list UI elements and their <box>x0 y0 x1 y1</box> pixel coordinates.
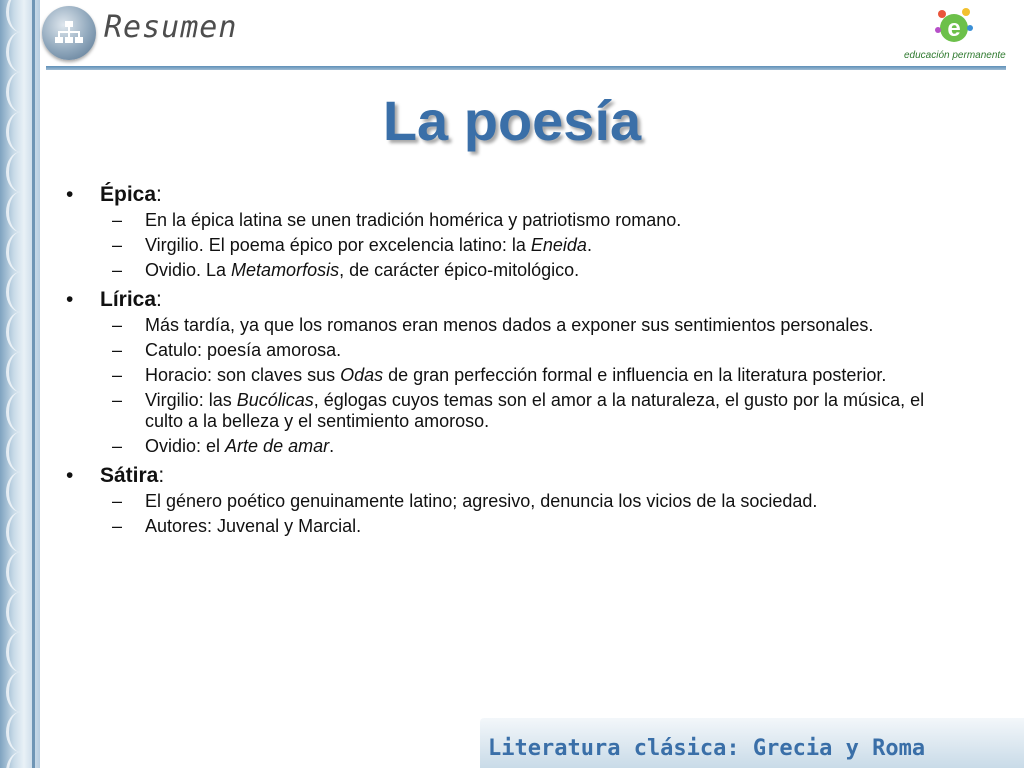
header-divider <box>46 66 1006 70</box>
brand-text: educación permanente <box>904 50 1006 61</box>
italic-title: Odas <box>340 365 384 385</box>
border-wave <box>6 672 35 712</box>
list-item <box>60 390 960 432</box>
item-text: Virgilio: las <box>145 390 237 410</box>
border-wave <box>6 0 35 32</box>
dash-icon: – <box>112 365 123 385</box>
bullet-icon: • <box>66 288 74 311</box>
dash-icon: – <box>112 235 123 255</box>
border-wave <box>6 272 35 312</box>
item-text: Horacio: son claves sus <box>145 365 341 385</box>
section-heading-text: Épica <box>100 183 157 206</box>
border-wave <box>6 592 35 632</box>
item-text: Más tardía, ya que los romanos eran menos dados a exponer sus sentimientos personales. <box>145 315 874 335</box>
dash-icon: – <box>112 390 123 410</box>
border-wave <box>6 632 35 672</box>
border-wave <box>6 752 35 768</box>
dash-icon: – <box>112 315 123 335</box>
list-item <box>60 491 960 512</box>
border-wave <box>6 312 35 352</box>
list-item <box>60 516 960 537</box>
bullet-icon: • <box>66 183 74 206</box>
dash-icon: – <box>112 491 123 511</box>
list-item <box>60 260 960 281</box>
section-heading <box>60 285 960 315</box>
section-heading <box>60 180 960 210</box>
dash-icon: – <box>112 210 123 230</box>
footer-title: Literatura clásica: Grecia y Roma <box>488 736 926 761</box>
item-text: Ovidio: el <box>145 436 226 456</box>
border-wave <box>6 472 35 512</box>
border-wave <box>6 392 35 432</box>
svg-text:e: e <box>947 15 961 42</box>
dash-icon: – <box>112 516 123 536</box>
item-text: Ovidio. La <box>145 260 232 280</box>
border-wave <box>6 712 35 752</box>
page-title: La poesía <box>382 89 642 152</box>
border-wave <box>6 192 35 232</box>
dash-icon: – <box>112 260 123 280</box>
border-wave <box>6 232 35 272</box>
item-text: , de carácter épico-mitológico. <box>339 260 580 280</box>
border-wave <box>6 152 35 192</box>
section-heading-colon: : <box>156 288 162 311</box>
item-text: Virgilio. El poema épico por excelencia latino: la <box>145 235 531 255</box>
bullet-icon: • <box>66 464 74 487</box>
item-text: , églogas cuyos temas son el amor a la naturaleza, el gusto por la música, el culto a la belleza y el sentimiento amoroso. <box>145 390 925 431</box>
bullet-section <box>60 461 960 537</box>
item-text: Catulo: poesía amorosa. <box>145 340 342 360</box>
item-text: de gran perfección formal e influencia en la literatura posterior. <box>383 365 887 385</box>
section-heading-colon: : <box>156 183 162 206</box>
bullet-content <box>60 180 960 541</box>
section-heading-colon: : <box>158 464 165 487</box>
border-wave <box>6 352 35 392</box>
item-text: El género poético genuinamente latino; agresivo, denuncia los vicios de la sociedad. <box>145 491 818 511</box>
section-heading <box>60 461 960 491</box>
border-wave <box>6 512 35 552</box>
dash-icon: – <box>112 340 123 360</box>
border-wave <box>6 32 35 72</box>
sitemap-icon <box>42 6 96 60</box>
list-item <box>60 210 960 231</box>
brand-e-icon <box>934 6 974 48</box>
italic-title: Metamorfosis <box>231 260 340 280</box>
item-text: En la épica latina se unen tradición homérica y patriotismo romano. <box>145 210 682 230</box>
border-wave <box>6 432 35 472</box>
list-item <box>60 436 960 457</box>
bullet-section <box>60 285 960 457</box>
item-text: . <box>586 235 592 255</box>
list-item <box>60 235 960 256</box>
section-label: Resumen <box>104 10 238 45</box>
item-text: Autores: Juvenal y Marcial. <box>145 516 362 536</box>
list-item <box>60 365 960 386</box>
dash-icon: – <box>112 436 123 456</box>
brand-logo <box>904 6 1004 66</box>
italic-title: Eneida <box>530 235 587 255</box>
item-text: . <box>329 436 335 456</box>
italic-title: Arte de amar <box>225 436 330 456</box>
section-heading-text: Lírica <box>100 288 157 311</box>
section-heading-text: Sátira <box>100 464 159 487</box>
list-item <box>60 340 960 361</box>
bullet-section <box>60 180 960 281</box>
italic-title: Bucólicas <box>236 390 314 410</box>
list-item <box>60 315 960 336</box>
border-wave <box>6 552 35 592</box>
